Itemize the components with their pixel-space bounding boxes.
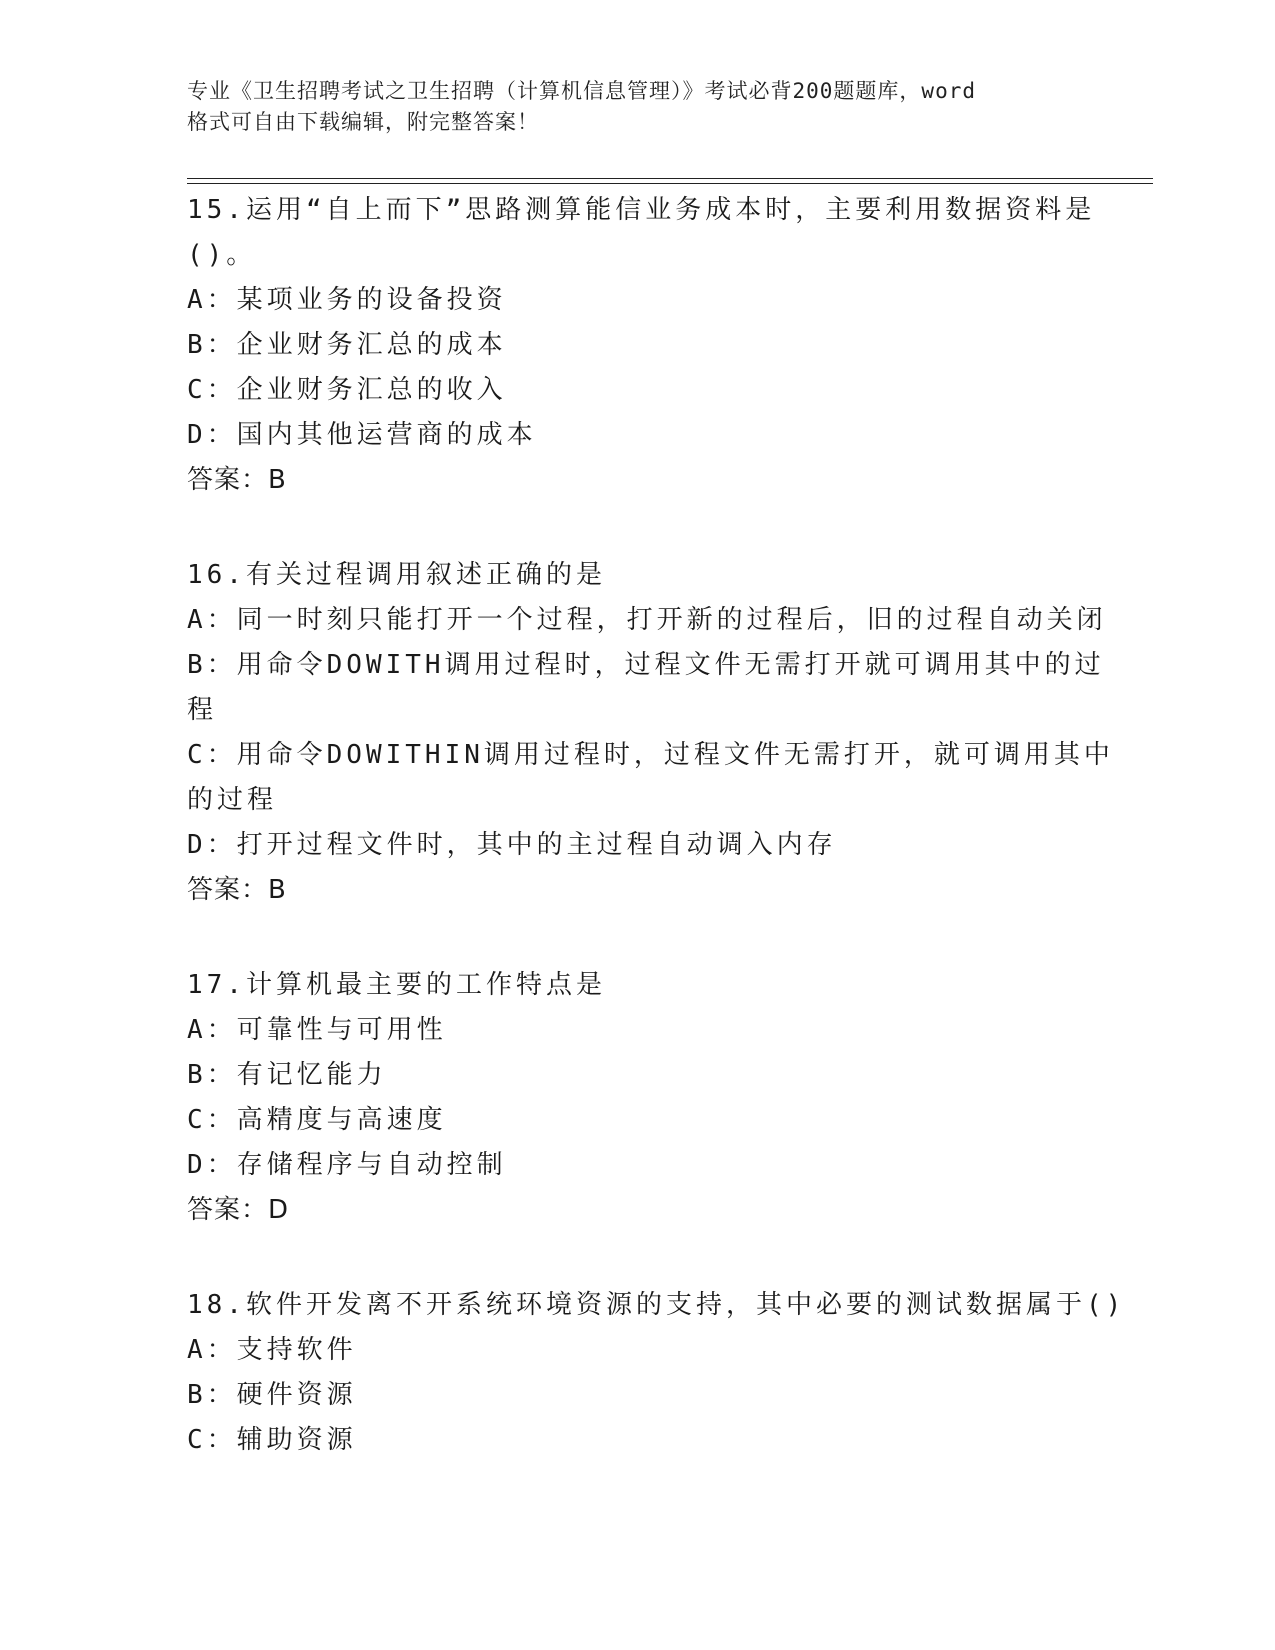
header-rule-top xyxy=(187,178,1153,179)
question-18 xyxy=(187,1283,1126,1463)
header-line-2: 格式可自由下载编辑，附完整答案！ xyxy=(187,110,539,134)
option-a: A：同一时刻只能打开一个过程，打开新的过程后，旧的过程自动关闭 xyxy=(187,605,1107,635)
option-c-continued: 的过程 xyxy=(187,785,278,815)
answer: 答案：B xyxy=(187,465,287,495)
option-b: B：用命令DOWITH调用过程时，过程文件无需打开就可调用其中的过 xyxy=(187,650,1105,680)
question-16 xyxy=(187,553,1114,913)
question-stem: 18.软件开发离不开系统环境资源的支持，其中必要的测试数据属于() xyxy=(187,1290,1126,1320)
option-c: C：辅助资源 xyxy=(187,1425,357,1455)
option-b: B：有记忆能力 xyxy=(187,1060,387,1090)
option-b: B：硬件资源 xyxy=(187,1380,357,1410)
option-b: B：企业财务汇总的成本 xyxy=(187,330,507,360)
question-stem: 17.计算机最主要的工作特点是 xyxy=(187,970,606,1000)
header-line-1: 专业《卫生招聘考试之卫生招聘（计算机信息管理）》考试必背200题题库，word xyxy=(187,79,976,103)
option-d: D：国内其他运营商的成本 xyxy=(187,420,537,450)
option-a: A：某项业务的设备投资 xyxy=(187,285,507,315)
question-stem: ()。 xyxy=(187,240,257,270)
question-17 xyxy=(187,963,1087,1233)
question-stem: 16.有关过程调用叙述正确的是 xyxy=(187,560,606,590)
option-a: A：支持软件 xyxy=(187,1335,357,1365)
option-d: D：存储程序与自动控制 xyxy=(187,1150,507,1180)
document-header xyxy=(187,76,1087,138)
option-c: C：企业财务汇总的收入 xyxy=(187,375,507,405)
answer: 答案：B xyxy=(187,875,287,905)
answer: 答案：D xyxy=(187,1195,290,1225)
header-rule-bottom xyxy=(187,183,1153,184)
question-stem: 15.运用“自上而下”思路测算能信业务成本时，主要利用数据资料是 xyxy=(187,195,1096,225)
question-15 xyxy=(187,188,1096,503)
option-b-continued: 程 xyxy=(187,695,218,725)
option-d: D：打开过程文件时，其中的主过程自动调入内存 xyxy=(187,830,837,860)
option-c: C：用命令DOWITHIN调用过程时，过程文件无需打开，就可调用其中 xyxy=(187,740,1114,770)
option-c: C：高精度与高速度 xyxy=(187,1105,447,1135)
option-a: A：可靠性与可用性 xyxy=(187,1015,447,1045)
